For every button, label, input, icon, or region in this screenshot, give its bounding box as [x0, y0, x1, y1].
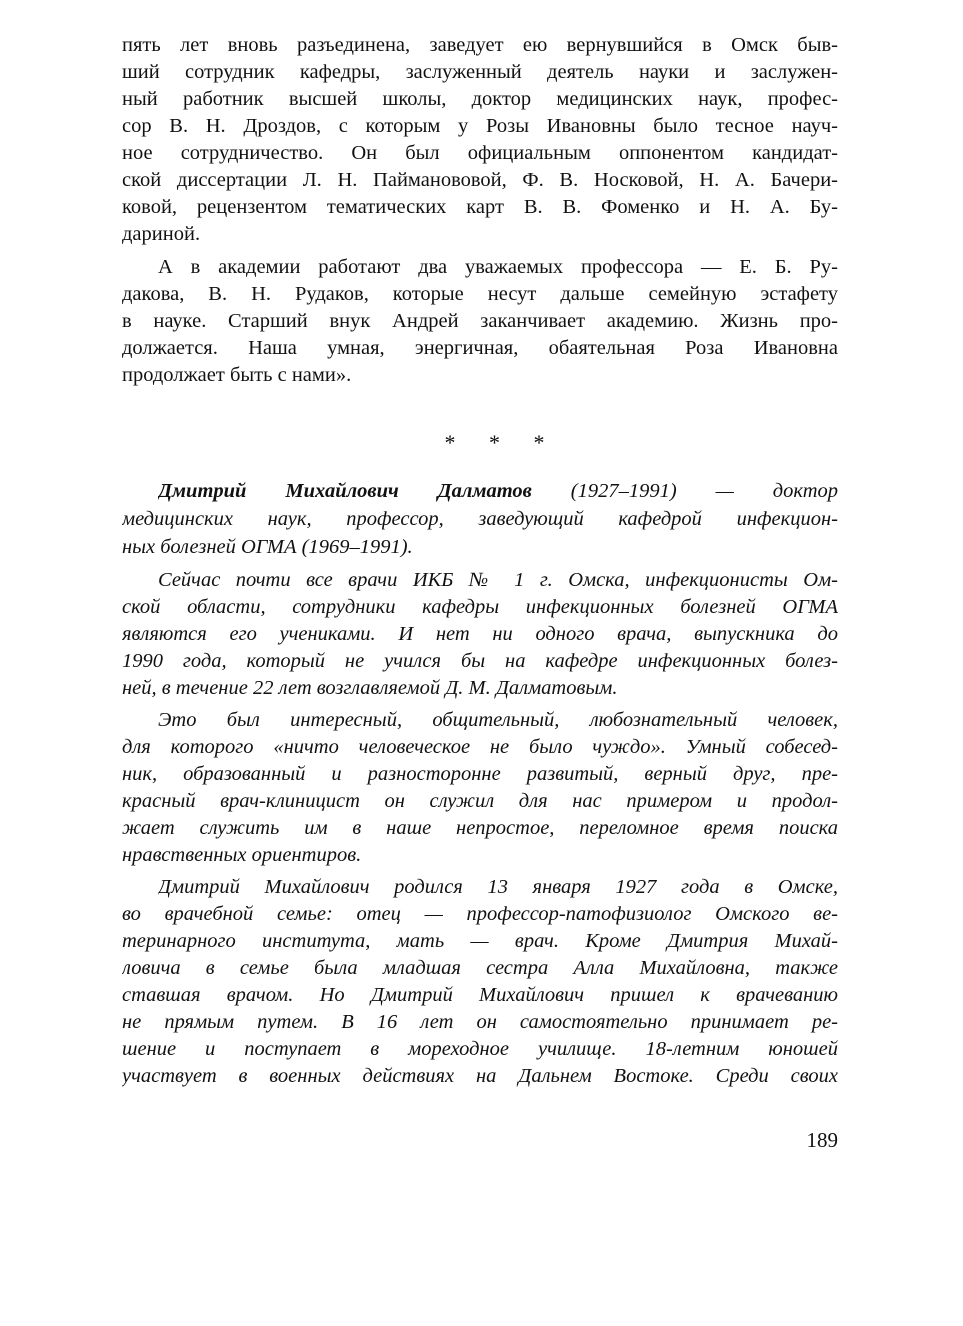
text-line: Сейчас почти все врачи ИКБ № 1 г. Омска, инфекционисты Ом-: [158, 569, 838, 591]
bio-heading-line: медицинских наук, профессор, заведующий кафедрой инфекцион-: [122, 508, 838, 530]
text-line: сор В. Н. Дроздов, с которым у Розы Ивановны было тесное науч-: [122, 115, 838, 137]
text-line: ловича в семье была младшая сестра Алла Михайловна, также: [122, 957, 838, 979]
page-number: 189: [806, 1128, 838, 1152]
text-line: нравственных ориентиров.: [122, 844, 362, 866]
text-line: являются его учениками. И нет ни одного врача, выпускника до: [122, 623, 838, 645]
text-line: должается. Наша умная, энергичная, обаятельная Роза Ивановна: [122, 337, 838, 359]
text-line: теринарного института, мать — врач. Кроме Дмитрия Михай-: [122, 930, 838, 952]
section-separator: * * *: [444, 430, 559, 455]
text-line: ской диссертации Л. Н. Пайманововой, Ф. В. Носковой, Н. А. Бачери-: [122, 169, 838, 191]
text-line: пять лет вновь разъединена, заведует ею вернувшийся в Омск быв-: [122, 34, 838, 56]
text-line: ковой, рецензентом тематических карт В. В. Фоменко и Н. А. Бу-: [122, 196, 838, 218]
person-name: Дмитрий Михайлович Далматов: [158, 480, 532, 502]
text-line: ший сотрудник кафедры, заслуженный деятель науки и заслужен-: [122, 61, 838, 83]
text-line: в науке. Старший внук Андрей заканчивает академию. Жизнь про-: [122, 310, 838, 332]
text-line: продолжает быть с нами».: [122, 364, 352, 386]
bio-heading-line: ных болезней ОГМА (1969–1991).: [122, 536, 413, 558]
text-line: во врачебной семье: отец — профессор-патофизиолог Омского ве-: [122, 903, 838, 925]
bio-dates-role: (1927–1991) — доктор: [531, 480, 838, 502]
text-line: дакова, В. Н. Рудаков, которые несут дальше семейную эстафету: [122, 283, 838, 305]
text-line: А в академии работают два уважаемых профессора — Е. Б. Ру-: [158, 256, 838, 278]
text-line: участвует в военных действиях на Дальнем Востоке. Среди своих: [122, 1065, 838, 1087]
text-line: ней, в течение 22 лет возглавляемой Д. М. Далматовым.: [122, 677, 618, 699]
text-line: ный работник высшей школы, доктор медицинских наук, профес-: [122, 88, 838, 110]
text-line: жает служить им в наше непростое, переломное время поиска: [122, 817, 838, 839]
text-line: Это был интересный, общительный, любознательный человек,: [158, 709, 838, 731]
text-line: ставшая врачом. Но Дмитрий Михайлович пришел к врачеванию: [122, 984, 838, 1006]
text-line: ное сотрудничество. Он был официальным оппонентом кандидат-: [122, 142, 838, 164]
text-line: Дмитрий Михайлович родился 13 января 1927 года в Омске,: [158, 876, 838, 898]
text-line: ской области, сотрудники кафедры инфекционных болезней ОГМА: [122, 596, 838, 618]
text-line: ник, образованный и разносторонне развитый, верный друг, пре-: [122, 763, 838, 785]
text-line: шение и поступает в мореходное училище. 18-летним юношей: [122, 1038, 838, 1060]
text-line: 1990 года, который не учился бы на кафедре инфекционных болез-: [122, 650, 838, 672]
text-line: дариной.: [122, 223, 201, 245]
text-line: для которого «ничто человеческое не было чуждо». Умный собесед-: [122, 736, 838, 758]
text-line: красный врач-клиницист он служил для нас примером и продол-: [122, 790, 838, 812]
text-line: не прямым путем. В 16 лет он самостоятельно принимает ре-: [122, 1011, 838, 1033]
bio-heading-line: [158, 478, 838, 505]
